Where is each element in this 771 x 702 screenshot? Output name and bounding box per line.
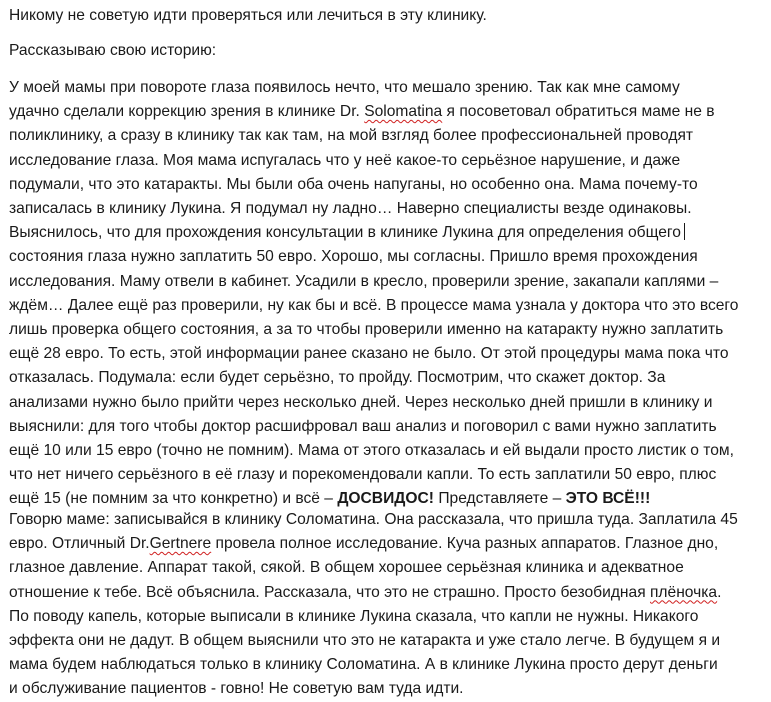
intro-paragraph: [9, 6, 487, 26]
text-line: Рассказываю свою историю:: [9, 42, 217, 59]
emphasis-eto-vse: ЭТО ВСЁ!!!: [565, 490, 651, 508]
text-line: евро. Отличный Dr.Gertnere провела полное исследование. Куча разных аппаратов. Глазное дно,: [9, 535, 719, 553]
text-line: подумали, что это катаракты. Мы были оба очень напуганы, но особенно она. Мама почему-то: [9, 175, 698, 193]
outcome-paragraph: [9, 508, 738, 702]
text-line: состояния глаза нужно заплатить 50 евро. Хорошо, мы согласны. Пришло время прохождения: [9, 248, 698, 266]
text-line: поликлинику, а сразу в клинику так как там, на мой взгляд более профессиональней проводят: [9, 127, 694, 145]
text-cursor: [684, 223, 685, 240]
text-line: исследования. Маму отвели в кабинет. Усадили в кресло, проверили зрение, закапали каплями –: [9, 272, 719, 290]
text-line: У моей мамы при повороте глаза появилось нечто, что мешало зрению. Так как мне самому: [9, 79, 680, 96]
misspelled-word: плёночка: [649, 583, 718, 601]
text-line: удачно сделали коррекцию зрения в клинике Dr. Solomatina я посоветовал обратиться маме не в: [9, 103, 715, 121]
text-line: мама будем наблюдаться только в клинику Соломатина. А в клинике Лукина просто дерут деньги: [9, 656, 718, 674]
text-line: Говорю маме: записывайся в клинику Соломатина. Она рассказала, что пришла туда. Заплатила 45: [9, 511, 738, 528]
text-line: ещё 15 (не помним за что конкретно) и всё – ДОСВИДОС! Представляете – ЭТО ВСЁ!!!: [9, 490, 651, 508]
text-line: исследование глаза. Моя мама испугалась что у неё какое-то серьёзное нарушение, и даже: [9, 151, 681, 169]
emphasis-dosvidos: ДОСВИДОС!: [337, 490, 434, 508]
text-line: Никому не советую идти проверяться или лечиться в эту клинику.: [9, 7, 487, 24]
text-line: ещё 10 или 15 евро (точно не помним). Мама от этого отказалась и ей выдали просто листик о том,: [9, 442, 734, 460]
text-line: По поводу капель, которые выписали в клинике Лукина сказала, что капли не нужны. Никакого: [9, 607, 699, 625]
story-paragraph: [9, 76, 738, 512]
text-line: ждём… Далее ещё раз проверили, ну как бы и всё. В процессе мама узнала у доктора что это всего: [9, 296, 739, 314]
text-line: Выяснилось, что для прохождения консультации в клинике Лукина для определения общего: [9, 221, 738, 245]
misspelled-word: Solomatina: [364, 103, 443, 121]
text-line: записалась в клинику Лукина. Я подумал ну ладно… Наверно специалисты везде одинаковы.: [9, 200, 692, 218]
text-line: и обслуживание пациентов - говно! Не советую вам туда идти.: [9, 680, 464, 698]
text-line: лишь проверка общего состояния, а за то чтобы проверили именно на катаракту нужно заплатить: [9, 321, 724, 339]
text-line: ещё 28 евро. То есть, этой информации ранее сказано не было. От этой процедуры мама пока что: [9, 345, 729, 363]
misspelled-word: Gertnere: [149, 535, 212, 553]
text-line: отказалась. Подумала: если будет серьёзно, то пройду. Посмотрим, что скажет доктор. За: [9, 369, 666, 387]
text-line: выяснили: для того чтобы доктор расшифровал ваш анализ и поговорил с вами нужно заплатить: [9, 417, 717, 435]
text-line: что нет ничего серьёзного в её глазу и порекомендовали капли. То есть заплатили 50 евро, плюс: [9, 466, 717, 484]
text-line: глазное давление. Аппарат такой, сякой. В общем хорошее серьёзная клиника и адекватное: [9, 559, 684, 577]
text-line: отношение к тебе. Всё объяснила. Рассказала, что это не страшно. Просто безобидная плёночка.: [9, 583, 722, 601]
text-line: анализами нужно было прийти через несколько дней. Через несколько дней пришли в клинику и: [9, 393, 713, 411]
text-line: эффекта они не дадут. В общем выяснили что это не катаракта и уже стало легче. В будущем я и: [9, 632, 721, 650]
story-intro-paragraph: [9, 41, 216, 61]
